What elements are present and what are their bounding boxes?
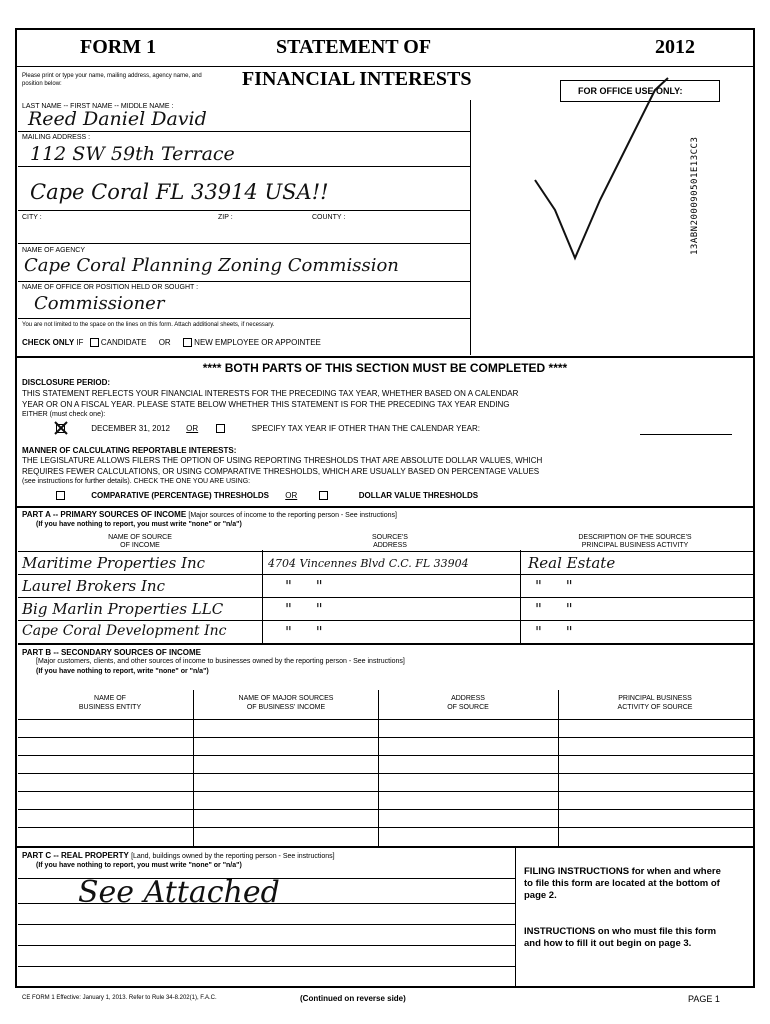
part-a-row-4-activity: " " xyxy=(535,623,573,641)
position-rule xyxy=(18,318,470,319)
form-year: 2012 xyxy=(655,36,695,58)
manner-text3: (see instructions for further details). CHECK THE ONE YOU ARE USING: xyxy=(22,478,251,485)
left-block-divider xyxy=(470,100,471,355)
agency-label: NAME OF AGENCY xyxy=(22,247,86,254)
part-a-row-1-name: Maritime Properties Inc xyxy=(22,554,206,572)
part-b-row-rule-5 xyxy=(18,809,755,810)
part-a-heading-row xyxy=(22,510,397,519)
part-a-row-rule-0 xyxy=(18,551,755,552)
part-a-row-3-name: Big Marlin Properties LLC xyxy=(22,600,224,618)
part-a-row-1-address: 4704 Vincennes Blvd C.C. FL 33904 xyxy=(268,557,469,570)
part-a-row-2-address: " " xyxy=(285,577,323,595)
part-a-row-2-activity: " " xyxy=(535,577,573,595)
both-parts-banner: **** BOTH PARTS OF THIS SECTION MUST BE COMPLETED **** xyxy=(202,361,568,375)
footer-center: (Continued on reverse side) xyxy=(300,994,406,1003)
agency-top-rule xyxy=(18,243,470,244)
office-use-label: FOR OFFICE USE ONLY: xyxy=(578,86,683,96)
barcode-id: 13ABN200090501E13CC3 xyxy=(690,136,700,255)
city-label: CITY : xyxy=(22,214,42,221)
new-employee-checkbox[interactable] xyxy=(183,338,192,347)
specify-year-line[interactable] xyxy=(640,434,732,435)
address-rule xyxy=(18,166,470,167)
county-label: COUNTY : xyxy=(312,214,346,221)
part-b-col3-header: ADDRESS OF SOURCE xyxy=(447,695,489,711)
manner-text1: THE LEGISLATURE ALLOWS FILERS THE OPTION OF USING REPORTING THRESHOLDS THAT ARE ABSOLUTE DOLLAR VALUES, WHICH xyxy=(22,456,543,465)
position-value: Commissioner xyxy=(34,293,165,314)
part-b-subheading: (If you have nothing to report, write "none" or "n/a") xyxy=(36,668,209,675)
part-a-col1-header: NAME OF SOURCE OF INCOME xyxy=(108,534,172,549)
dollar-label: DOLLAR VALUE THRESHOLDS xyxy=(358,491,479,500)
part-a-row-4-name: Cape Coral Development Inc xyxy=(22,623,227,639)
part-b-col4-header: PRINCIPAL BUSINESS ACTIVITY OF SOURCE xyxy=(617,695,693,711)
part-b-row-rule-2 xyxy=(18,755,755,756)
part-c-divider xyxy=(515,846,516,988)
space-note: You are not limited to the space on the lines on this form. Attach additional sheets, if necessary. xyxy=(22,322,275,328)
part-c-heading-row xyxy=(22,851,335,860)
manner-heading: MANNER OF CALCULATING REPORTABLE INTERESTS: xyxy=(22,446,237,455)
part-a-row-rule-1 xyxy=(18,574,755,575)
part-b-colsep1 xyxy=(193,690,194,846)
candidate-checkbox[interactable] xyxy=(90,338,99,347)
footer-left: CE FORM 1 Effective: January 1, 2013. Refer to Rule 34-8.202(1), F.A.C. xyxy=(22,995,217,1001)
agency-value: Cape Coral Planning Zoning Commission xyxy=(24,255,399,276)
part-c-row-rule-5 xyxy=(18,966,515,967)
part-b-note: [Major customers, clients, and other sources of income to businesses owned by the reporting person - See instructions] xyxy=(36,658,405,665)
period-or: OR xyxy=(186,424,199,433)
part-b-row-rule-0 xyxy=(18,719,755,720)
part-a-row-1-activity: Real Estate xyxy=(528,554,616,572)
x-mark-icon xyxy=(54,421,68,435)
part-b-bottom-rule xyxy=(15,846,755,848)
specify-checkbox[interactable] xyxy=(216,424,225,433)
part-c-row-rule-3 xyxy=(18,924,515,925)
footer-page: PAGE 1 xyxy=(688,994,720,1004)
check-only-label: CHECK ONLY xyxy=(22,338,75,347)
part-a-heading: PART A -- PRIMARY SOURCES OF INCOME xyxy=(22,510,187,519)
part-b-col2-header: NAME OF MAJOR SOURCES OF BUSINESS' INCOME xyxy=(238,695,334,711)
name-rule xyxy=(18,131,470,132)
part-a-top-rule xyxy=(15,506,755,508)
part-a-row-2-name: Laurel Brokers Inc xyxy=(22,577,165,595)
part-a-col2-header: SOURCE'S ADDRESS xyxy=(372,534,408,549)
part-a-row-rule-2 xyxy=(18,597,755,598)
form-number: FORM 1 xyxy=(80,36,157,58)
check-only-row xyxy=(22,338,321,347)
specify-label: SPECIFY TAX YEAR IF OTHER THAN THE CALENDAR YEAR: xyxy=(251,424,480,433)
part-c-subheading: (If you have nothing to report, you must write "none" or "n/a") xyxy=(36,862,242,869)
part-a-row-3-activity: " " xyxy=(535,600,573,618)
address-value: 112 SW 59th Terrace xyxy=(30,143,235,165)
part-b-row-rule-6 xyxy=(18,827,755,828)
filing-instructions: FILING INSTRUCTIONS for when and where to file this form are located at the bottom of page 2. xyxy=(524,866,721,901)
part-a-row-3-address: " " xyxy=(285,600,323,618)
header-rule xyxy=(15,66,755,67)
part-b-row-rule-1 xyxy=(18,737,755,738)
period-text3: EITHER (must check one): xyxy=(22,411,106,418)
form-title-line1: STATEMENT OF xyxy=(276,36,432,58)
period-text1: THIS STATEMENT REFLECTS YOUR FINANCIAL INTERESTS FOR THE PRECEDING TAX YEAR, WHETHER BASED ON A CALENDAR xyxy=(22,389,519,398)
print-instructions: Please print or type your name, mailing address, agency name, and position below: xyxy=(22,73,202,87)
zip-label: ZIP : xyxy=(218,214,233,221)
name-value: Reed Daniel David xyxy=(28,108,207,130)
part-c-value: See Attached xyxy=(78,875,280,910)
part-b-colsep3 xyxy=(558,690,559,846)
part-a-col3-header: DESCRIPTION OF THE SOURCE'S PRINCIPAL BUSINESS ACTIVITY xyxy=(578,534,692,549)
part-a-row-rule-4 xyxy=(18,643,755,645)
name-label: LAST NAME -- FIRST NAME -- MIDDLE NAME : xyxy=(22,103,174,110)
check-if-label: IF xyxy=(76,338,84,347)
city-line-value: Cape Coral FL 33914 USA!! xyxy=(30,180,329,204)
part-c-heading: PART C -- REAL PROPERTY xyxy=(22,851,129,860)
dollar-checkbox[interactable] xyxy=(319,491,328,500)
part-b-col1-header: NAME OF BUSINESS ENTITY xyxy=(78,695,142,711)
form-title-line2: FINANCIAL INTERESTS xyxy=(242,68,472,90)
december-checkbox[interactable] xyxy=(56,424,65,433)
comparative-label: COMPARATIVE (PERCENTAGE) THRESHOLDS xyxy=(91,491,270,500)
threshold-or: OR xyxy=(285,491,298,500)
part-a-row-4-address: " " xyxy=(285,623,323,641)
comparative-checkbox[interactable] xyxy=(56,491,65,500)
part-b-heading: PART B -- SECONDARY SOURCES OF INCOME xyxy=(22,648,201,657)
agency-rule xyxy=(18,281,470,282)
part-a-subheading: (If you have nothing to report, you must write "none" or "n/a") xyxy=(36,521,242,528)
disclosure-top-rule xyxy=(15,356,755,358)
part-b-row-rule-4 xyxy=(18,791,755,792)
december-label: DECEMBER 31, 2012 xyxy=(91,424,170,433)
who-must-file-instructions: INSTRUCTIONS on who must file this form and how to fill it out begin on page 3. xyxy=(524,926,717,949)
address-label: MAILING ADDRESS : xyxy=(22,134,91,141)
period-text2: YEAR OR ON A FISCAL YEAR. PLEASE STATE BELOW WHETHER THIS STATEMENT IS FOR THE PRECEDING TAX YEAR ENDING xyxy=(22,400,510,409)
or-label: OR xyxy=(158,338,171,347)
threshold-options-row xyxy=(56,491,478,500)
part-c-heading-note: [Land, buildings owned by the reporting person - See instructions] xyxy=(131,853,335,860)
part-c-row-rule-4 xyxy=(18,945,515,946)
part-b-colsep2 xyxy=(378,690,379,846)
candidate-label: CANDIDATE xyxy=(100,338,147,347)
form-outer-border xyxy=(15,28,755,988)
part-a-heading-note: [Major sources of income to the reporting person - See instructions] xyxy=(188,512,397,519)
period-options-row xyxy=(56,424,480,433)
part-b-row-rule-3 xyxy=(18,773,755,774)
disclosure-period-heading: DISCLOSURE PERIOD: xyxy=(22,378,111,387)
new-employee-label: NEW EMPLOYEE OR APPOINTEE xyxy=(194,338,321,347)
manner-text2: REQUIRES FEWER CALCULATIONS, OR USING COMPARATIVE THRESHOLDS, WHICH ARE USUALLY BASED ON PERCENTAGE VALUES xyxy=(22,467,540,476)
city-rule xyxy=(18,210,470,211)
position-label: NAME OF OFFICE OR POSITION HELD OR SOUGHT : xyxy=(22,284,199,291)
part-a-row-rule-3 xyxy=(18,620,755,621)
